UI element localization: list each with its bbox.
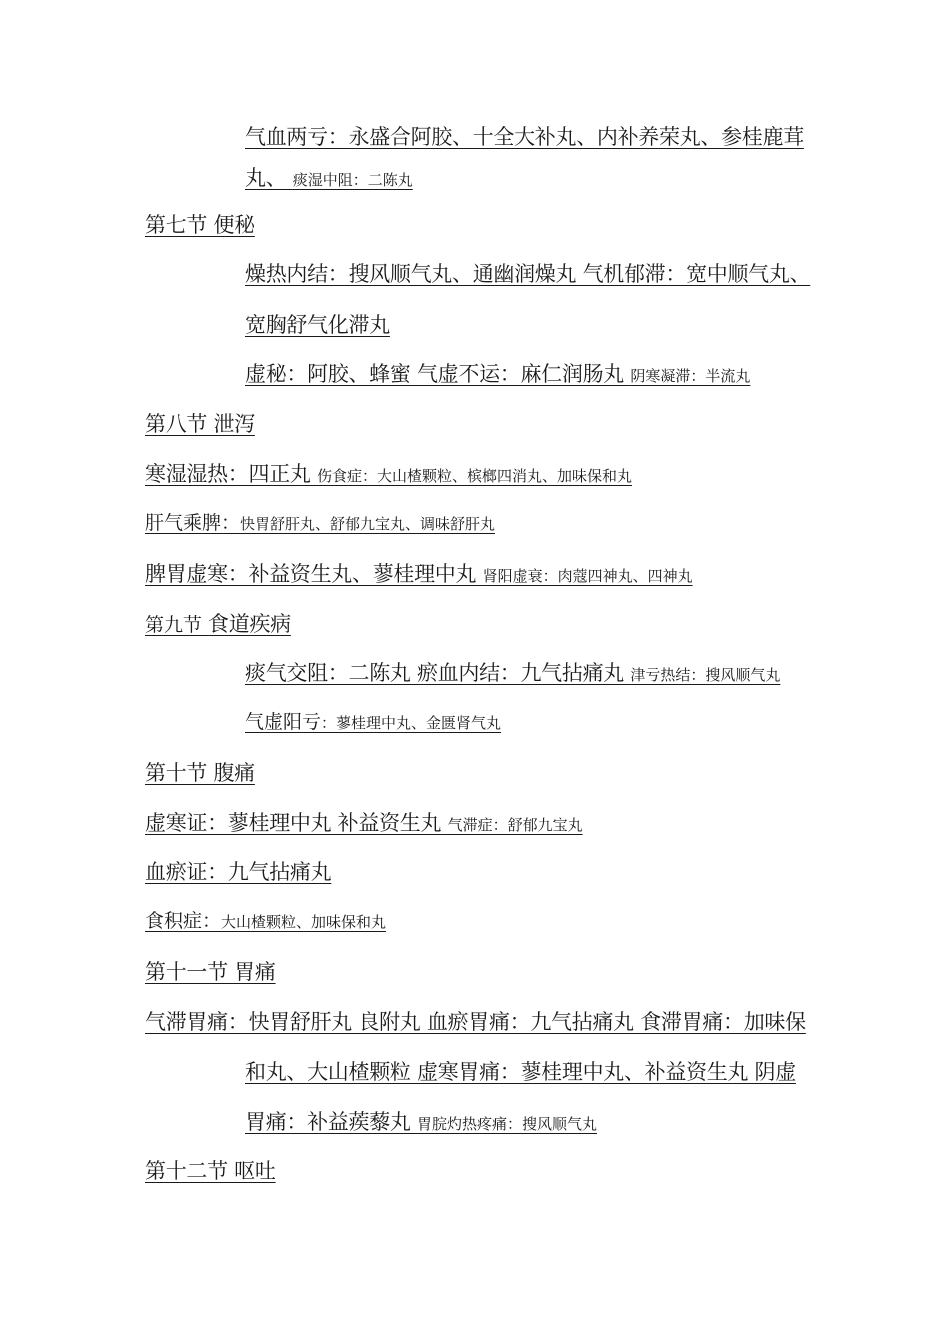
text-segment: 气滞胃痛：快胃舒肝丸 良附丸 血瘀胃痛：九气拈痛丸 食滞胃痛：加味保 [145,1010,806,1034]
text-line [245,168,413,189]
text-line [145,514,495,533]
section-heading-text: 第十一节 胃痛 [145,960,276,984]
text-line [145,1012,806,1033]
text-segment: 丸、 [245,166,293,190]
text-segment: 津亏热结：搜风顺气丸 [630,666,781,684]
text-line [145,912,386,931]
text-line [245,1062,796,1083]
text-line [145,813,583,834]
text-line [245,264,810,285]
section-heading-text: 第七节 便秘 [145,213,255,237]
section-heading-text: 第十二节 呕吐 [145,1159,276,1183]
section-heading [145,962,276,983]
text-segment: 大山楂颗粒、加味保和丸 [221,913,387,931]
text-segment: 气虚阳亏 [245,711,322,733]
text-segment: 血瘀证：九气拈痛丸 [145,860,332,884]
text-segment: 食积症： [145,910,222,932]
text-line [245,127,804,148]
section-heading [145,215,255,236]
text-segment: 伤食症：大山楂颗粒、槟榔四消丸、加味保和丸 [316,467,632,485]
text-line [245,1112,597,1133]
section-heading [145,763,255,784]
text-segment: 宽胸舒气化滞丸 [245,313,390,337]
text-line [145,564,693,585]
text-segment: 寒湿湿热：四正丸 [145,462,317,486]
text-segment: 胃痛：补益蒺藜丸 [245,1110,417,1134]
text-segment: 快胃舒肝丸、舒郁九宝丸、调味舒肝丸 [240,515,496,533]
section-heading [145,1161,276,1182]
text-segment: 阴寒凝滞：半流丸 [630,367,751,385]
text-line [245,663,780,684]
section-heading-text: 第八节 泄泻 [145,412,255,436]
text-segment: 肾阳虚衰：肉蔻四神丸、四神丸 [482,567,693,585]
text-segment: 气血两亏：永盛合阿胶、十全大补丸、内补养荣丸、参桂鹿茸 [245,125,804,149]
text-line [145,862,331,883]
section-heading [145,414,255,435]
text-segment: ：蓼桂理中丸、金匮肾气丸 [321,714,502,732]
section-heading-text: 第九节 [145,614,209,636]
text-segment: 肝气乘脾： [145,512,241,534]
text-segment: 燥热内结：搜风顺气丸、通幽润燥丸 气机郁滞：宽中顺气丸、 [245,262,811,286]
text-segment: 气滞症：舒郁九宝丸 [447,816,583,834]
text-segment: 脾胃虚寒：补益资生丸、蓼桂理中丸 [145,562,483,586]
text-segment: 痰湿中阻：二陈丸 [292,171,413,189]
text-segment: 痰气交阻：二陈丸 瘀血内结：九气拈痛丸 [245,661,631,685]
section-heading [145,614,291,635]
text-segment: 虚秘：阿胶、蜂蜜 气虚不运：麻仁润肠丸 [245,362,631,386]
text-segment: 胃脘灼热疼痛：搜风顺气丸 [416,1115,597,1133]
text-segment: 虚寒证：蓼桂理中丸 补益资生丸 [145,811,448,835]
text-segment: 和丸、大山楂颗粒 虚寒胃痛：蓼桂理中丸、补益资生丸 阴虚 [245,1060,796,1084]
text-line [245,364,750,385]
text-line [245,713,501,732]
text-line [145,464,632,485]
section-heading-text: 第十节 腹痛 [145,761,255,785]
section-heading-text: 食道疾病 [208,612,291,636]
text-line [245,315,390,336]
